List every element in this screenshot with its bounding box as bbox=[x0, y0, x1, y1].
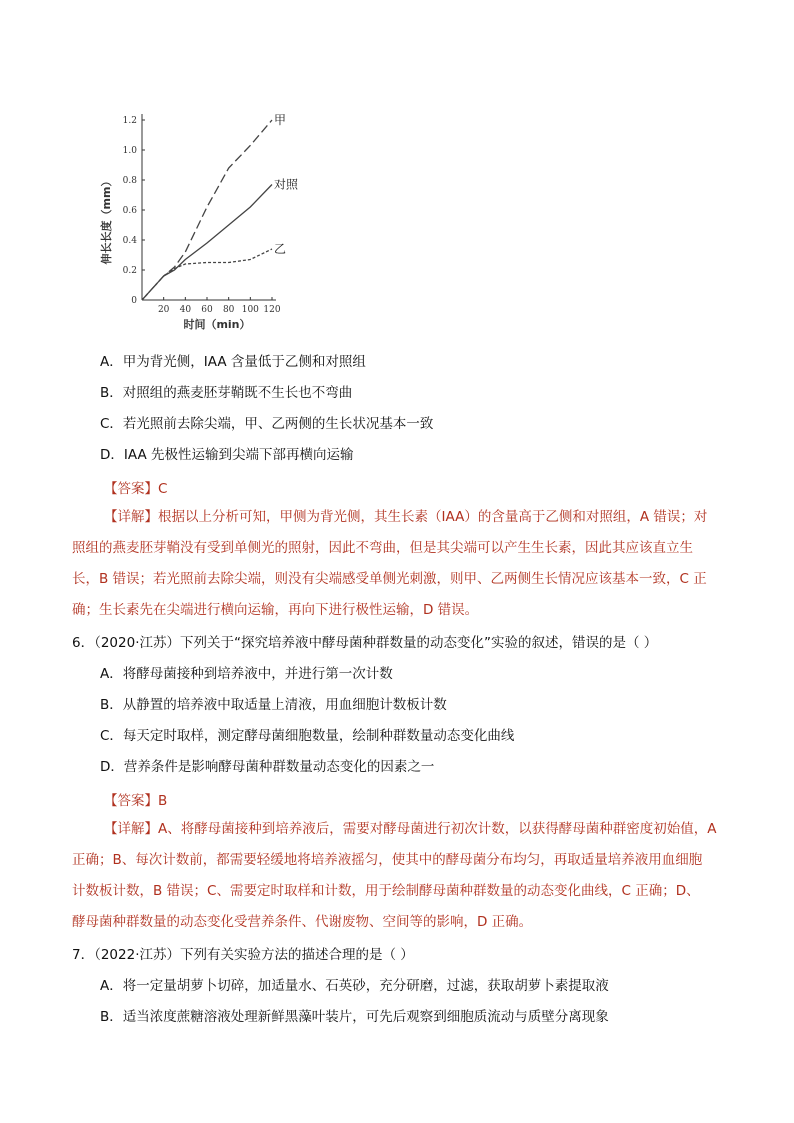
q6-option-d: D．营养条件是影响酵母菌种群数量动态变化的因素之一 bbox=[100, 759, 435, 775]
q5-option-b: B．对照组的燕麦胚芽鞘既不生长也不弯曲 bbox=[100, 385, 353, 401]
y-tick-label: 0.4 bbox=[122, 236, 137, 246]
q5-detail bbox=[72, 502, 742, 626]
x-tick-label: 60 bbox=[201, 305, 213, 315]
y-tick-label: 0.8 bbox=[122, 176, 137, 186]
q5-detail-line: 照组的燕麦胚芽鞘没有受到单侧光的照射，因此不弯曲，但是其尖端可以产生生长素，因此其应该直立生 bbox=[72, 540, 693, 556]
x-tick-label: 100 bbox=[241, 305, 259, 315]
q6-detail-line: 计数板计数，B 错误；C、需要定时取样和计数，用于绘制酵母菌种群数量的动态变化曲线，C 正确；D、 bbox=[72, 883, 700, 899]
series-line-乙 bbox=[142, 249, 272, 300]
y-axis-label: 伸长长度（mm） bbox=[100, 175, 113, 265]
series-line-对照 bbox=[142, 185, 272, 301]
series-label: 乙 bbox=[274, 242, 287, 256]
q5-option-c: C．若光照前去除尖端，甲、乙两侧的生长状况基本一致 bbox=[100, 416, 434, 432]
series-label: 对照 bbox=[274, 177, 299, 192]
q6-detail-line: 【详解】A、将酵母菌接种到培养液后，需要对酵母菌进行初次计数，以获得酵母菌种群密度初始值，A bbox=[104, 821, 717, 837]
q7-option-b: B．适当浓度蔗糖溶液处理新鲜黑藻叶装片，可先后观察到细胞质流动与质壁分离现象 bbox=[100, 1009, 609, 1025]
q5-detail-line: 【详解】根据以上分析可知，甲侧为背光侧，其生长素（IAA）的含量高于乙侧和对照组，A 错误；对 bbox=[104, 509, 708, 525]
q5-answer: 【答案】C bbox=[104, 481, 168, 497]
chart-svg bbox=[96, 104, 316, 340]
q6-title: 6．（2020·江苏）下列关于“探究培养液中酵母菌种群数量的动态变化”实验的叙述，错误的是（ ） bbox=[72, 635, 658, 651]
q6-option-c: C．每天定时取样，测定酵母菌细胞数量，绘制种群数量动态变化曲线 bbox=[100, 728, 515, 744]
q7-option-a: A．将一定量胡萝卜切碎，加适量水、石英砂，充分研磨，过滤，获取胡萝卜素提取液 bbox=[100, 978, 609, 994]
y-tick-label: 0.2 bbox=[122, 266, 137, 276]
x-axis-label: 时间（min） bbox=[183, 318, 251, 331]
x-tick-label: 20 bbox=[157, 305, 170, 315]
q5-option-d: D．IAA 先极性运输到尖端下部再横向运输 bbox=[100, 447, 354, 463]
q6-option-b: B．从静置的培养液中取适量上清液，用血细胞计数板计数 bbox=[100, 697, 447, 713]
y-tick-label: 0.6 bbox=[122, 206, 137, 216]
q6-option-a: A．将酵母菌接种到培养液中，并进行第一次计数 bbox=[100, 666, 393, 682]
series-line-甲 bbox=[142, 120, 272, 300]
growth-line-chart bbox=[96, 104, 316, 340]
q5-detail-line: 长，B 错误；若光照前去除尖端，则没有尖端感受单侧光刺激，则甲、乙两侧生长情况应该基本一致，C 正 bbox=[72, 571, 707, 587]
series-label: 甲 bbox=[274, 113, 287, 127]
q5-option-a: A．甲为背光侧，IAA 含量低于乙侧和对照组 bbox=[100, 354, 366, 370]
q5-detail-line: 确；生长素先在尖端进行横向运输，再向下进行极性运输，D 错误。 bbox=[72, 602, 479, 618]
y-tick-label: 1.2 bbox=[122, 116, 137, 126]
x-tick-label: 80 bbox=[222, 305, 235, 315]
q6-detail bbox=[72, 814, 742, 938]
q7-title: 7．（2022·江苏）下列有关实验方法的描述合理的是（ ） bbox=[72, 947, 414, 963]
q6-answer: 【答案】B bbox=[104, 793, 168, 809]
q6-detail-line: 正确；B、每次计数前，都需要轻缓地将培养液摇匀，使其中的酵母菌分布均匀，再取适量培养液用血细胞 bbox=[72, 852, 703, 868]
y-tick-label: 1.0 bbox=[122, 146, 137, 156]
y-tick-label: 0 bbox=[131, 296, 137, 306]
x-tick-label: 40 bbox=[179, 305, 192, 315]
q6-detail-line: 酵母菌种群数量的动态变化受营养条件、代谢废物、空间等的影响，D 正确。 bbox=[72, 914, 533, 930]
x-tick-label: 120 bbox=[263, 305, 281, 315]
